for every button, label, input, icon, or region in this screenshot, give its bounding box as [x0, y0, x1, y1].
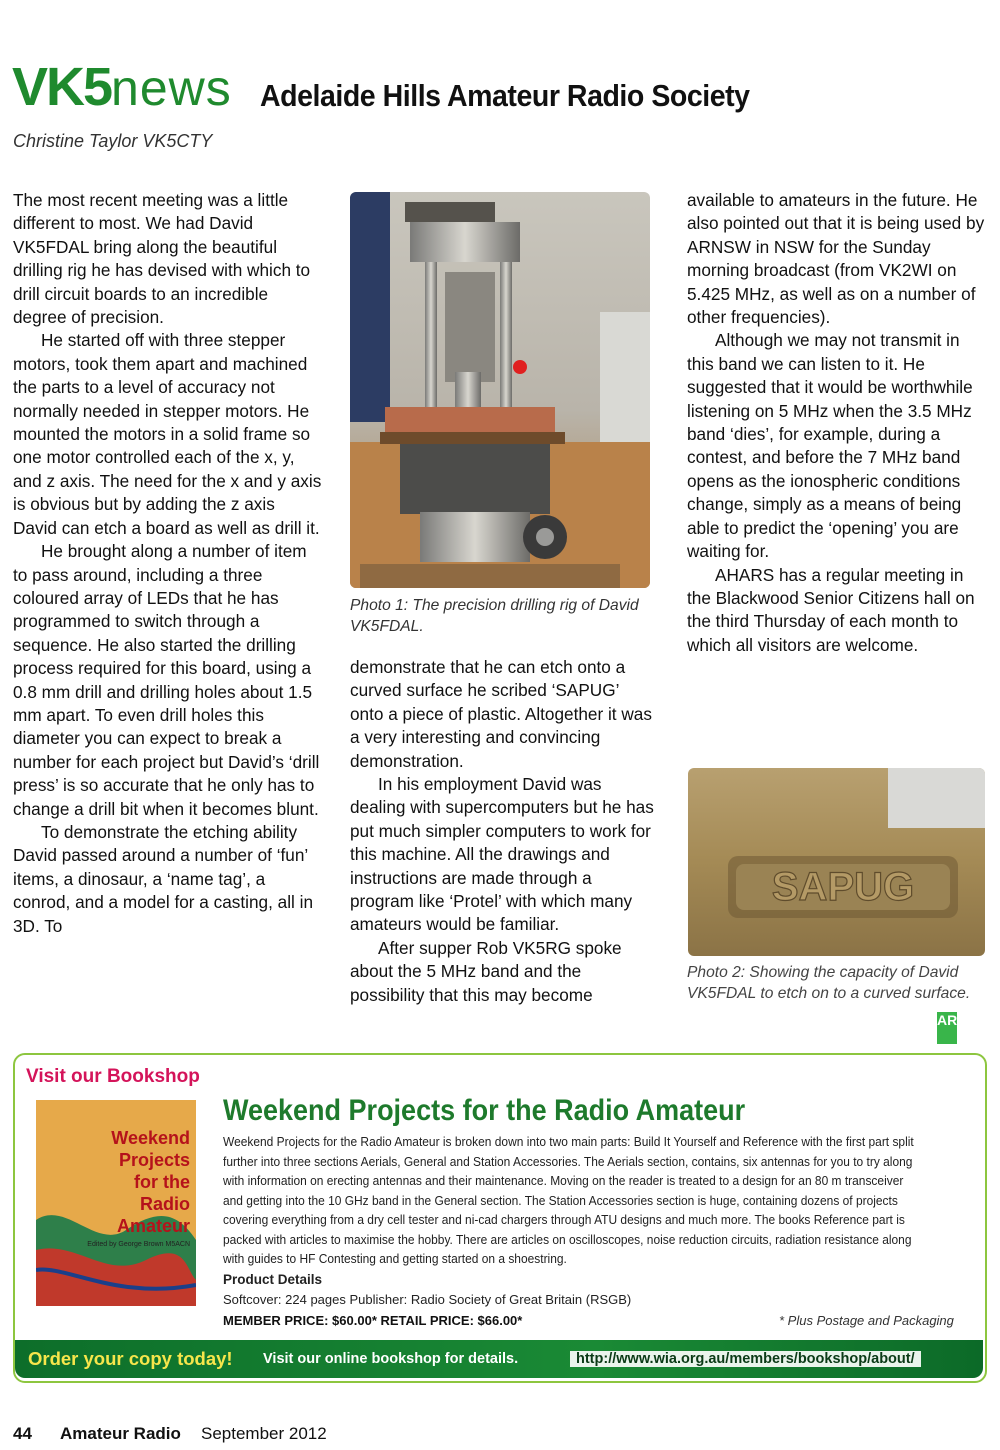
bookshop-url-link[interactable]: http://www.wia.org.au/members/bookshop/about/	[570, 1351, 921, 1367]
paragraph: After supper Rob VK5RG spoke about the 5 MHz band and the possibility that this may become	[350, 937, 622, 1005]
cover-title-line: Projects	[118, 1150, 190, 1170]
paragraph: He brought along a number of item to pass around, including a three coloured array of LEDs that he has programmed to switch through a sequence. He also started the drilling process required for this board, using a 0.8 mm drill and drilling holes about 1.5 mm apart. To even drill holes this diameter you can expect to break a number for each project but David’s ‘drill press’ is so accurate that he only has to change a drill bit when it becomes blunt.	[13, 541, 320, 819]
sapug-etched-text: SAPUG	[771, 865, 915, 909]
logo-vk5: VK5	[12, 57, 112, 117]
page-number: 44	[13, 1424, 32, 1443]
product-price: MEMBER PRICE: $60.00* RETAIL PRICE: $66.00*	[223, 1313, 523, 1328]
book-cover-art	[36, 1100, 196, 1306]
page-title: Adelaide Hills Amateur Radio Society	[260, 78, 750, 113]
byline: Christine Taylor VK5CTY	[13, 131, 213, 151]
sapug-etching-illustration	[688, 768, 985, 956]
paragraph: Although we may not transmit in this band we can listen to it. He suggested that it would be worthwhile listening on 5 MHz when the 3.5 MHz band ‘dies’, for example, during a contest, and before the 7 MHz band opens as the ionospheric conditions change, simply as a means of being able to predict the ‘opening’ you are waiting for.	[687, 330, 973, 562]
postage-note: * Plus Postage and Packaging	[779, 1313, 954, 1328]
paragraph: available to amateurs in the future. He also pointed out that it is being used by ARNSW in NSW for the Sunday morning broadcast (from VK2WI on 5.425 MHz, as well as on a number of other frequencies).	[687, 190, 985, 328]
logo-news: news	[111, 60, 232, 116]
book-title: Weekend Projects for the Radio Amateur	[223, 1094, 746, 1127]
photo-drilling-rig	[350, 192, 650, 588]
paragraph: The most recent meeting was a little different to most. We had David VK5FDAL bring along the beautiful drilling rig he has devised with which to drill circuit boards to an incredible degree of precision.	[13, 190, 311, 328]
book-description: Weekend Projects for the Radio Amateur is broken down into two main parts: Build It Yourself and Reference with the first part split further into three sections Aerials, General and Station Accessories. The Aerials section, contains, six antennas for you to try along with information on erecting antennas and their maintenance. Moving on the reader is treated to a design for an 80 m transceiver and getting into the 10 GHz band in the General section. The Station Accessories section is huge, containing dozens of projects covering everything from a dry cell tester and ni-cad chargers through ATU designs and much more. The books Reference part is packed with articles to maximise the hobby. There are articles on oscilloscopes, noise reduction circuits, radiation resistance along with guides to HF Contesting and getting started on a shoestring.	[223, 1135, 914, 1266]
end-mark-ar-logo: AR	[937, 1012, 957, 1044]
paragraph: In his employment David was dealing with supercomputers but he has put much simpler computers to work for this machine. All the drawings and instructions are made through a program like ‘Protel’ with which many amateurs would be familiar.	[350, 774, 654, 935]
photo-1-caption: Photo 1: The precision drilling rig of David VK5FDAL.	[350, 597, 639, 635]
book-cover	[36, 1100, 196, 1306]
article-column-3	[687, 189, 987, 657]
issue-date: September 2012	[201, 1424, 327, 1443]
product-details-softcover: Softcover: 224 pages Publisher: Radio Society of Great Britain (RSGB)	[223, 1292, 632, 1307]
order-label: Order your copy today!	[28, 1348, 233, 1369]
article-column-2	[350, 656, 655, 1007]
visit-online-text: Visit our online bookshop for details.	[263, 1351, 519, 1367]
cover-editor: Edited by George Brown M5ACN	[87, 1241, 190, 1248]
photo-sapug-etching	[688, 768, 985, 956]
drilling-rig-illustration	[350, 192, 650, 588]
paragraph: AHARS has a regular meeting in the Blackwood Senior Citizens hall on the third Thursday of each month to which all visitors are welcome.	[687, 564, 975, 655]
cover-title-line: Weekend	[111, 1128, 190, 1148]
cover-title-line: Amateur	[116, 1216, 190, 1236]
article-column-1	[13, 189, 323, 938]
magazine-name: Amateur Radio	[60, 1424, 181, 1443]
paragraph: demonstrate that he can etch onto a curved surface he scribed ‘SAPUG’ onto a piece of plastic. Altogether it was a very interesting and convincing demonstration.	[350, 657, 652, 771]
paragraph: To demonstrate the etching ability David passed around a number of ‘fun’ items, a dinosaur, a ‘name tag’, a conrod, and a model for a casting, all in 3D. To	[13, 821, 314, 936]
product-details-label: Product Details	[223, 1272, 323, 1287]
photo-2-caption: Photo 2: Showing the capacity of David VK5FDAL to etch on to a curved surface.	[687, 964, 971, 1002]
paragraph: He started off with three stepper motors, took them apart and machined the parts to a level of accuracy not normally needed in stepper motors. He mounted the motors in a solid frame so one motor controlled each of the x, y, and z axis. The need for the x and y axis is obvious but by adding the z axis David can etch a board as well as drill it.	[13, 330, 322, 538]
bookshop-heading: Visit our Bookshop	[26, 1066, 200, 1087]
cover-title-line: for the	[134, 1172, 190, 1192]
cover-title-line: Radio	[139, 1194, 190, 1214]
vk5news-logo	[12, 57, 232, 117]
